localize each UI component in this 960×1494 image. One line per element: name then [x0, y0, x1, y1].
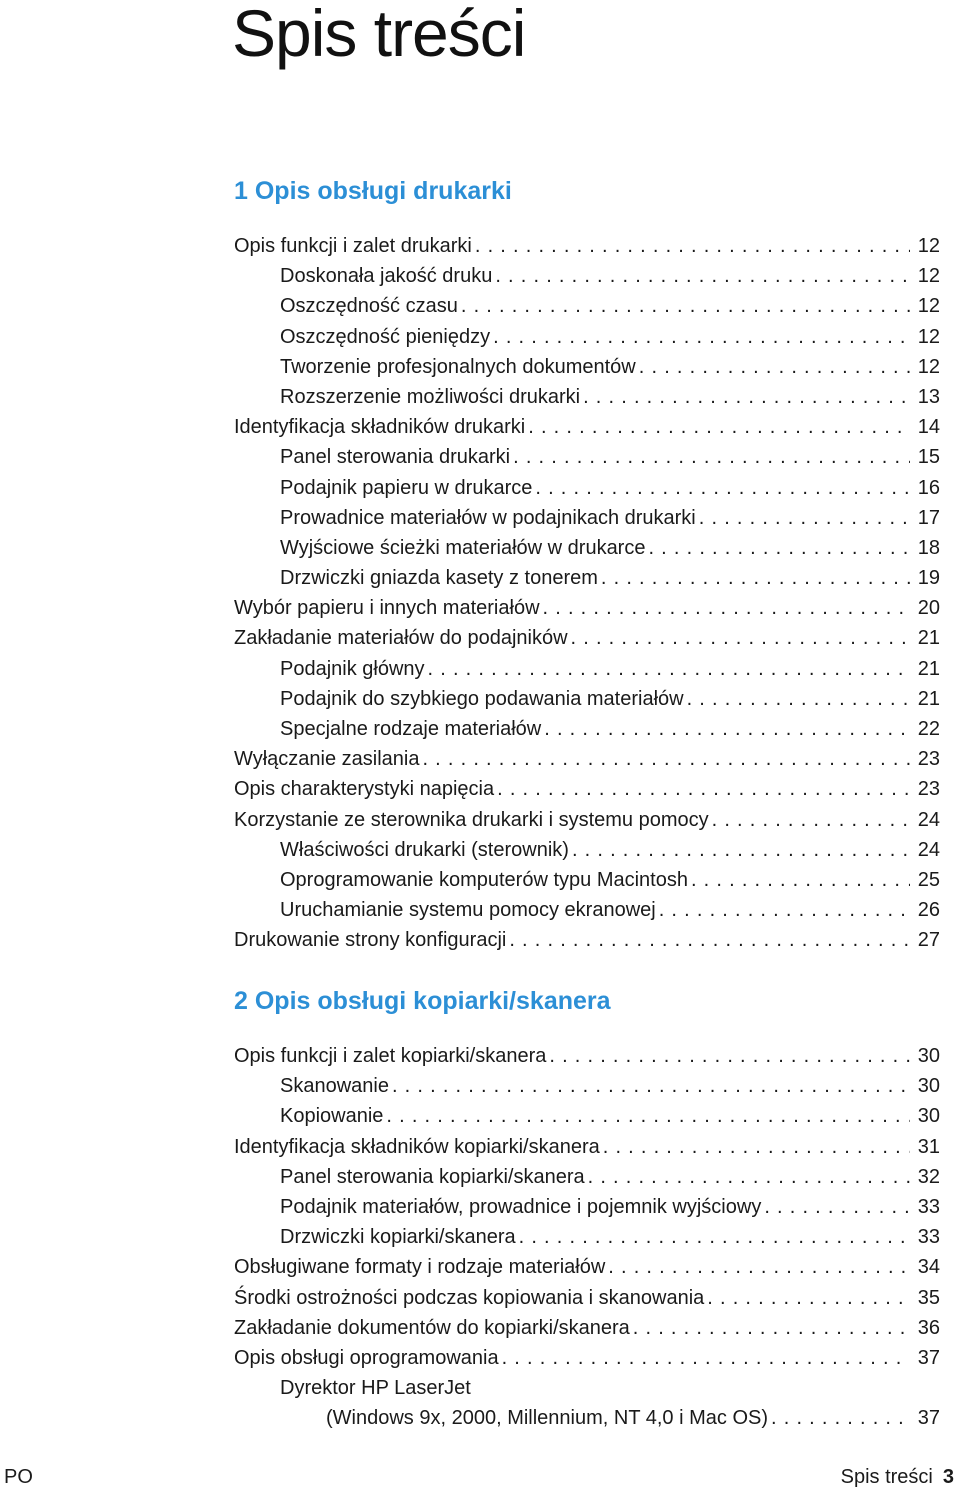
toc-entry-page-number: 19 — [917, 567, 940, 590]
dot-leader — [495, 261, 910, 291]
dot-leader — [493, 322, 910, 352]
footer-right — [841, 1466, 954, 1489]
toc-entry-label: Rozszerzenie możliwości drukarki — [280, 385, 581, 408]
toc-entry-label: Oprogramowanie komputerów typu Macintosh — [280, 868, 688, 891]
toc-entry-label: Kopiowanie — [280, 1105, 384, 1128]
chapter-2-entries — [234, 1041, 940, 1433]
toc-entry[interactable] — [234, 503, 940, 533]
toc-entry-page-number: 27 — [917, 929, 940, 952]
toc-entry[interactable] — [234, 714, 940, 744]
toc-entry-page-number: 33 — [917, 1195, 940, 1218]
toc-entry-page-number: 36 — [917, 1316, 940, 1339]
toc-entry-label: Środki ostrożności podczas kopiowania i skanowania — [234, 1286, 705, 1309]
toc-entry-page-number: 35 — [917, 1286, 940, 1309]
toc-entry-page-number: 24 — [917, 808, 940, 831]
toc-entry[interactable] — [234, 473, 940, 503]
toc-entry-label: Drzwiczki kopiarki/skanera — [280, 1226, 516, 1249]
toc-entry[interactable] — [234, 865, 940, 895]
toc-entry-page-number: 24 — [917, 838, 940, 861]
toc-entry[interactable] — [234, 654, 940, 684]
toc-entry[interactable] — [234, 623, 940, 653]
dot-leader — [648, 533, 910, 563]
toc-entry-label: Podajnik papieru w drukarce — [280, 476, 533, 499]
toc-entry-label: Specjalne rodzaje materiałów — [280, 718, 542, 740]
toc-entry[interactable] — [234, 1041, 940, 1071]
toc-entry-page-number: 25 — [917, 868, 940, 891]
toc-entry-page-number: 21 — [917, 687, 940, 710]
dot-leader — [543, 593, 910, 623]
dot-leader — [544, 714, 910, 744]
dot-leader — [422, 744, 910, 774]
toc-entry[interactable] — [234, 1283, 940, 1313]
toc-entry-label: Dyrektor HP LaserJet — [280, 1377, 471, 1400]
toc-entry[interactable] — [234, 805, 940, 835]
dot-leader — [588, 1162, 910, 1192]
toc-entry-label: Właściwości drukarki (sterownik) — [280, 838, 569, 861]
dot-leader — [509, 925, 910, 955]
toc-entry[interactable] — [234, 1373, 940, 1403]
toc-entry[interactable] — [234, 291, 940, 321]
toc-entry[interactable] — [234, 261, 940, 291]
toc-entry[interactable] — [234, 533, 940, 563]
toc-entry-label: Opis charakterystyki napięcia — [234, 778, 495, 801]
toc-entry-label: Zakładanie dokumentów do kopiarki/skanera — [234, 1316, 630, 1339]
toc-entry[interactable] — [234, 1071, 940, 1101]
dot-leader — [461, 291, 910, 321]
toc-entry-label: Tworzenie profesjonalnych dokumentów — [280, 355, 636, 378]
toc-entry-label: Panel sterowania drukarki — [280, 446, 511, 469]
toc-entry[interactable] — [234, 593, 940, 623]
toc-entry[interactable] — [234, 895, 940, 925]
toc-entry-label: Doskonała jakość druku — [280, 265, 493, 288]
toc-entry-label: Obsługiwane formaty i rodzaje materiałów — [234, 1256, 606, 1279]
toc-entry-page-number: 37 — [917, 1346, 940, 1369]
dot-leader — [707, 1283, 910, 1313]
dot-leader — [528, 412, 910, 442]
toc-entry-page-number: 23 — [917, 778, 940, 801]
toc-entry-label: Opis obsługi oprogramowania — [234, 1346, 499, 1369]
toc-entry[interactable] — [234, 774, 940, 804]
toc-entry[interactable] — [234, 1192, 940, 1222]
toc-entry-page-number: 12 — [917, 295, 940, 318]
toc-entry-page-number: 15 — [917, 446, 940, 469]
toc-entry-label: Oszczędność czasu — [280, 295, 458, 318]
toc-entry[interactable] — [234, 1343, 940, 1373]
toc-entry-page-number: 12 — [917, 355, 940, 378]
dot-leader — [497, 774, 910, 804]
toc-entry-label: Drukowanie strony konfiguracji — [234, 929, 507, 952]
dot-leader — [687, 684, 910, 714]
chapter-2-title[interactable]: 2 Opis obsługi kopiarki/skanera — [234, 987, 611, 1015]
dot-leader — [603, 1132, 910, 1162]
toc-entry[interactable] — [234, 1132, 940, 1162]
toc-entry-label: Korzystanie ze sterownika drukarki i systemu pomocy — [234, 808, 709, 831]
toc-entry-label: Podajnik materiałów, prowadnice i pojemnik wyjściowy — [280, 1195, 762, 1218]
toc-entry[interactable] — [234, 352, 940, 382]
dot-leader — [608, 1252, 910, 1282]
toc-entry[interactable] — [234, 382, 940, 412]
dot-leader — [771, 1403, 910, 1433]
dot-leader — [475, 231, 910, 261]
dot-leader — [712, 805, 910, 835]
toc-entry-page-number: 20 — [917, 597, 940, 620]
toc-entry[interactable] — [234, 1222, 940, 1252]
toc-entry-page-number: 30 — [917, 1045, 940, 1067]
dot-leader — [571, 623, 910, 653]
toc-entry[interactable] — [234, 412, 940, 442]
toc-entry-label: (Windows 9x, 2000, Millennium, NT 4,0 i Mac OS) — [326, 1407, 769, 1430]
toc-entry[interactable] — [234, 835, 940, 865]
toc-entry-label: Panel sterowania kopiarki/skanera — [280, 1165, 585, 1188]
toc-entry-page-number: 26 — [917, 899, 940, 922]
toc-entry-label: Oszczędność pieniędzy — [280, 325, 491, 348]
toc-entry-page-number: 13 — [917, 385, 940, 408]
toc-entry-page-number: 34 — [917, 1256, 940, 1279]
toc-entry-label: Wybór papieru i innych materiałów — [234, 597, 540, 620]
dot-leader — [502, 1343, 910, 1373]
toc-entry[interactable] — [234, 744, 940, 774]
toc-entry-label: Zakładanie materiałów do podajników — [234, 627, 568, 650]
toc-entry-page-number: 17 — [917, 506, 940, 529]
toc-entry[interactable] — [234, 1313, 940, 1343]
toc-entry-label: Skanowanie — [280, 1075, 389, 1098]
dot-leader — [428, 654, 910, 684]
dot-leader — [513, 442, 910, 472]
toc-entry-label: Identyfikacja składników drukarki — [234, 416, 526, 439]
page-footer — [4, 1466, 954, 1494]
dot-leader — [764, 1192, 910, 1222]
toc-entry-page-number: 37 — [917, 1407, 940, 1430]
toc-entry[interactable] — [234, 442, 940, 472]
toc-entry-page-number: 12 — [917, 235, 940, 257]
dot-leader — [583, 382, 910, 412]
dot-leader — [691, 865, 910, 895]
toc-entry[interactable] — [234, 684, 940, 714]
toc-entry-label: Wyjściowe ścieżki materiałów w drukarce — [280, 536, 646, 559]
toc-entry-page-number: 23 — [917, 748, 940, 771]
chapter-1-title[interactable]: 1 Opis obsługi drukarki — [234, 177, 512, 205]
chapter-1-entries — [234, 231, 940, 956]
toc-entry-label: Opis funkcji i zalet drukarki — [234, 235, 472, 257]
dot-leader — [601, 563, 910, 593]
toc-entry[interactable] — [234, 563, 940, 593]
footer-section-title: Spis treści — [840, 1466, 933, 1488]
toc-entry-page-number: 14 — [917, 416, 940, 439]
toc-entry-label: Podajnik do szybkiego podawania materiałów — [280, 687, 684, 710]
toc-entry-page-number: 31 — [917, 1135, 940, 1158]
toc-entry-page-number: 30 — [917, 1105, 940, 1128]
toc-entry-page-number: 22 — [917, 718, 940, 740]
toc-entry-page-number: 30 — [917, 1075, 940, 1098]
toc-entry-label: Uruchamianie systemu pomocy ekranowej — [280, 899, 656, 922]
dot-leader — [659, 895, 910, 925]
toc-entry-label: Opis funkcji i zalet kopiarki/skanera — [234, 1045, 547, 1067]
toc-entry-label: Drzwiczki gniazda kasety z tonerem — [280, 567, 598, 590]
toc-entry[interactable] — [234, 1162, 940, 1192]
toc-entry-page-number: 33 — [917, 1226, 940, 1249]
toc-entry-page-number: 32 — [917, 1165, 940, 1188]
footer-language-code: PO — [4, 1466, 33, 1488]
page-title: Spis treści — [232, 0, 526, 70]
dot-leader — [572, 835, 910, 865]
dot-leader — [633, 1313, 910, 1343]
dot-leader — [386, 1101, 910, 1131]
toc-entry-page-number: 16 — [917, 476, 940, 499]
dot-leader — [519, 1222, 910, 1252]
toc-entry-page-number: 21 — [917, 627, 940, 650]
toc-entry-label: Prowadnice materiałów w podajnikach drukarki — [280, 506, 696, 529]
toc-entry-label: Identyfikacja składników kopiarki/skanera — [234, 1135, 600, 1158]
dot-leader — [699, 503, 910, 533]
footer-page-number: 3 — [942, 1466, 954, 1488]
dot-leader — [549, 1041, 910, 1071]
toc-entry[interactable] — [234, 1101, 940, 1131]
dot-leader — [639, 352, 910, 382]
toc-entry[interactable] — [234, 925, 940, 955]
toc-entry-page-number: 12 — [917, 265, 940, 288]
toc-entry[interactable] — [234, 1252, 940, 1282]
toc-entry[interactable] — [234, 322, 940, 352]
toc-entry-page-number: 12 — [917, 325, 940, 348]
toc-entry[interactable] — [234, 231, 940, 261]
toc-entry-label: Wyłączanie zasilania — [234, 748, 420, 771]
toc-entry[interactable] — [234, 1403, 940, 1433]
toc-entry-page-number: 18 — [917, 536, 940, 559]
dot-leader — [535, 473, 910, 503]
toc-entry-page-number: 21 — [917, 657, 940, 680]
dot-leader — [392, 1071, 910, 1101]
toc-entry-label: Podajnik główny — [280, 657, 425, 680]
